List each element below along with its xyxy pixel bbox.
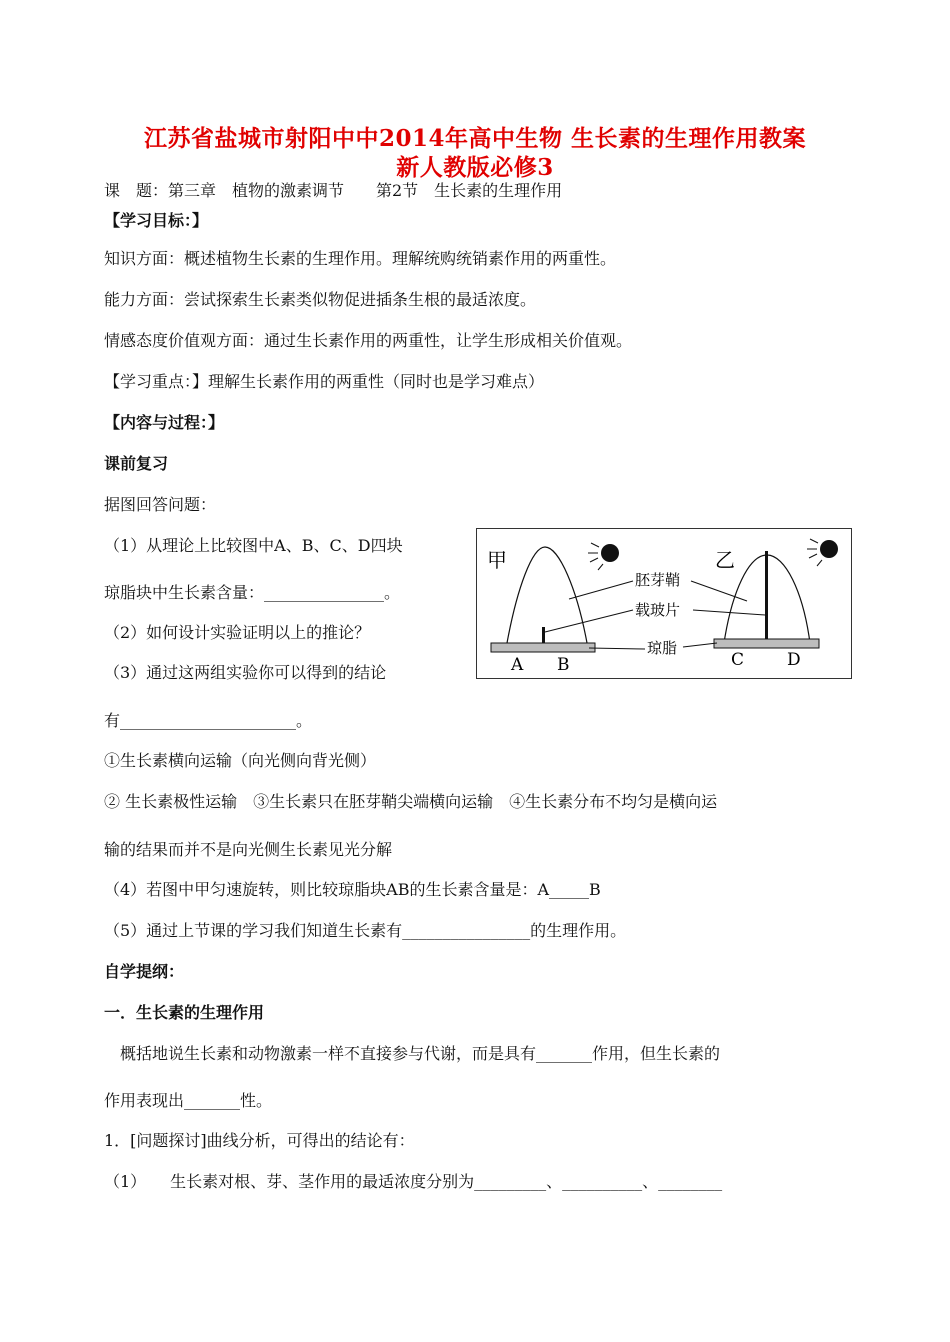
text-line: （1） 生长素对根、芽、茎作用的最适浓度分别为_________、__________、________	[104, 1172, 723, 1191]
text-line: 情感态度价值观方面：通过生长素作用的两重性，让学生形成相关价值观。	[104, 331, 633, 350]
section-heading: 【学习目标：】	[104, 211, 209, 230]
slide-right	[765, 551, 768, 645]
block-d-label: D	[787, 650, 801, 670]
block-b-label: B	[557, 655, 570, 675]
text-line: 有______________________。	[104, 711, 313, 730]
title-line-2: 新人教版必修3	[396, 154, 554, 181]
block-a-label: A	[511, 655, 524, 675]
section-heading: 【内容与过程：】	[104, 413, 225, 432]
text-line: ①生长素横向运输（向光侧向背光侧）	[104, 751, 377, 770]
text-line: 输的结果而并不是向光侧生长素见光分解	[104, 840, 393, 859]
callout-slide: 载玻片	[635, 601, 681, 619]
label-jia: 甲	[487, 548, 507, 572]
text-line: ② 生长素极性运输 ③生长素只在胚芽鞘尖端横向运输 ④生长素分布不均匀是横向运	[104, 792, 718, 811]
text-line: 1．[问题探讨]曲线分析，可得出的结论有：	[104, 1131, 415, 1150]
block-c-label: C	[731, 650, 745, 670]
text-line: （5）通过上节课的学习我们知道生长素有________________的生理作用。	[104, 921, 627, 940]
label-yi: 乙	[715, 548, 735, 572]
text-line: （4）若图中甲匀速旋转，则比较琼脂块AB的生长素含量是：A_____B	[104, 880, 601, 899]
text-line: 知识方面：概述植物生长素的生理作用。理解统购统销素作用的两重性。	[104, 249, 617, 268]
text-line: （1）从理论上比较图中A、B、C、D四块	[104, 536, 403, 555]
sun-icon	[588, 543, 619, 570]
coleoptile-left	[507, 547, 587, 643]
coleoptile-figure	[476, 528, 852, 679]
text-line: 琼脂块中生长素含量：_______________。	[104, 583, 401, 602]
sun-icon	[807, 539, 838, 566]
callout-coleoptile: 胚芽鞘	[635, 571, 681, 589]
text-line: 作用表现出_______性。	[104, 1091, 273, 1110]
text-line: 据图回答问题：	[104, 495, 217, 514]
agar-left	[491, 643, 595, 652]
agar-right	[714, 639, 819, 648]
text-line: 概括地说生长素和动物激素一样不直接参与代谢，而是具有_______作用，但生长素的	[104, 1044, 721, 1063]
callout-agar: 琼脂	[647, 639, 678, 657]
text-line: （3）通过这两组实验你可以得到的结论	[104, 663, 387, 682]
coleoptile-diagram	[477, 529, 851, 678]
text-line: 课 题：第三章 植物的激素调节 第2节 生长素的生理作用	[104, 181, 563, 200]
section-heading: 自学提纲：	[104, 962, 185, 981]
text-line: （2）如何设计实验证明以上的推论？	[104, 623, 371, 642]
section-heading: 一．生长素的生理作用	[104, 1003, 265, 1022]
text-line: 能力方面：尝试探索生长素类似物促进插条生根的最适浓度。	[104, 290, 537, 309]
section-heading: 课前复习	[104, 454, 169, 473]
title-line-1: 江苏省盐城市射阳中中2014年高中生物 生长素的生理作用教案	[143, 125, 807, 152]
slide-left	[542, 627, 545, 645]
text-line: 【学习重点：】理解生长素作用的两重性（同时也是学习难点）	[104, 372, 545, 391]
